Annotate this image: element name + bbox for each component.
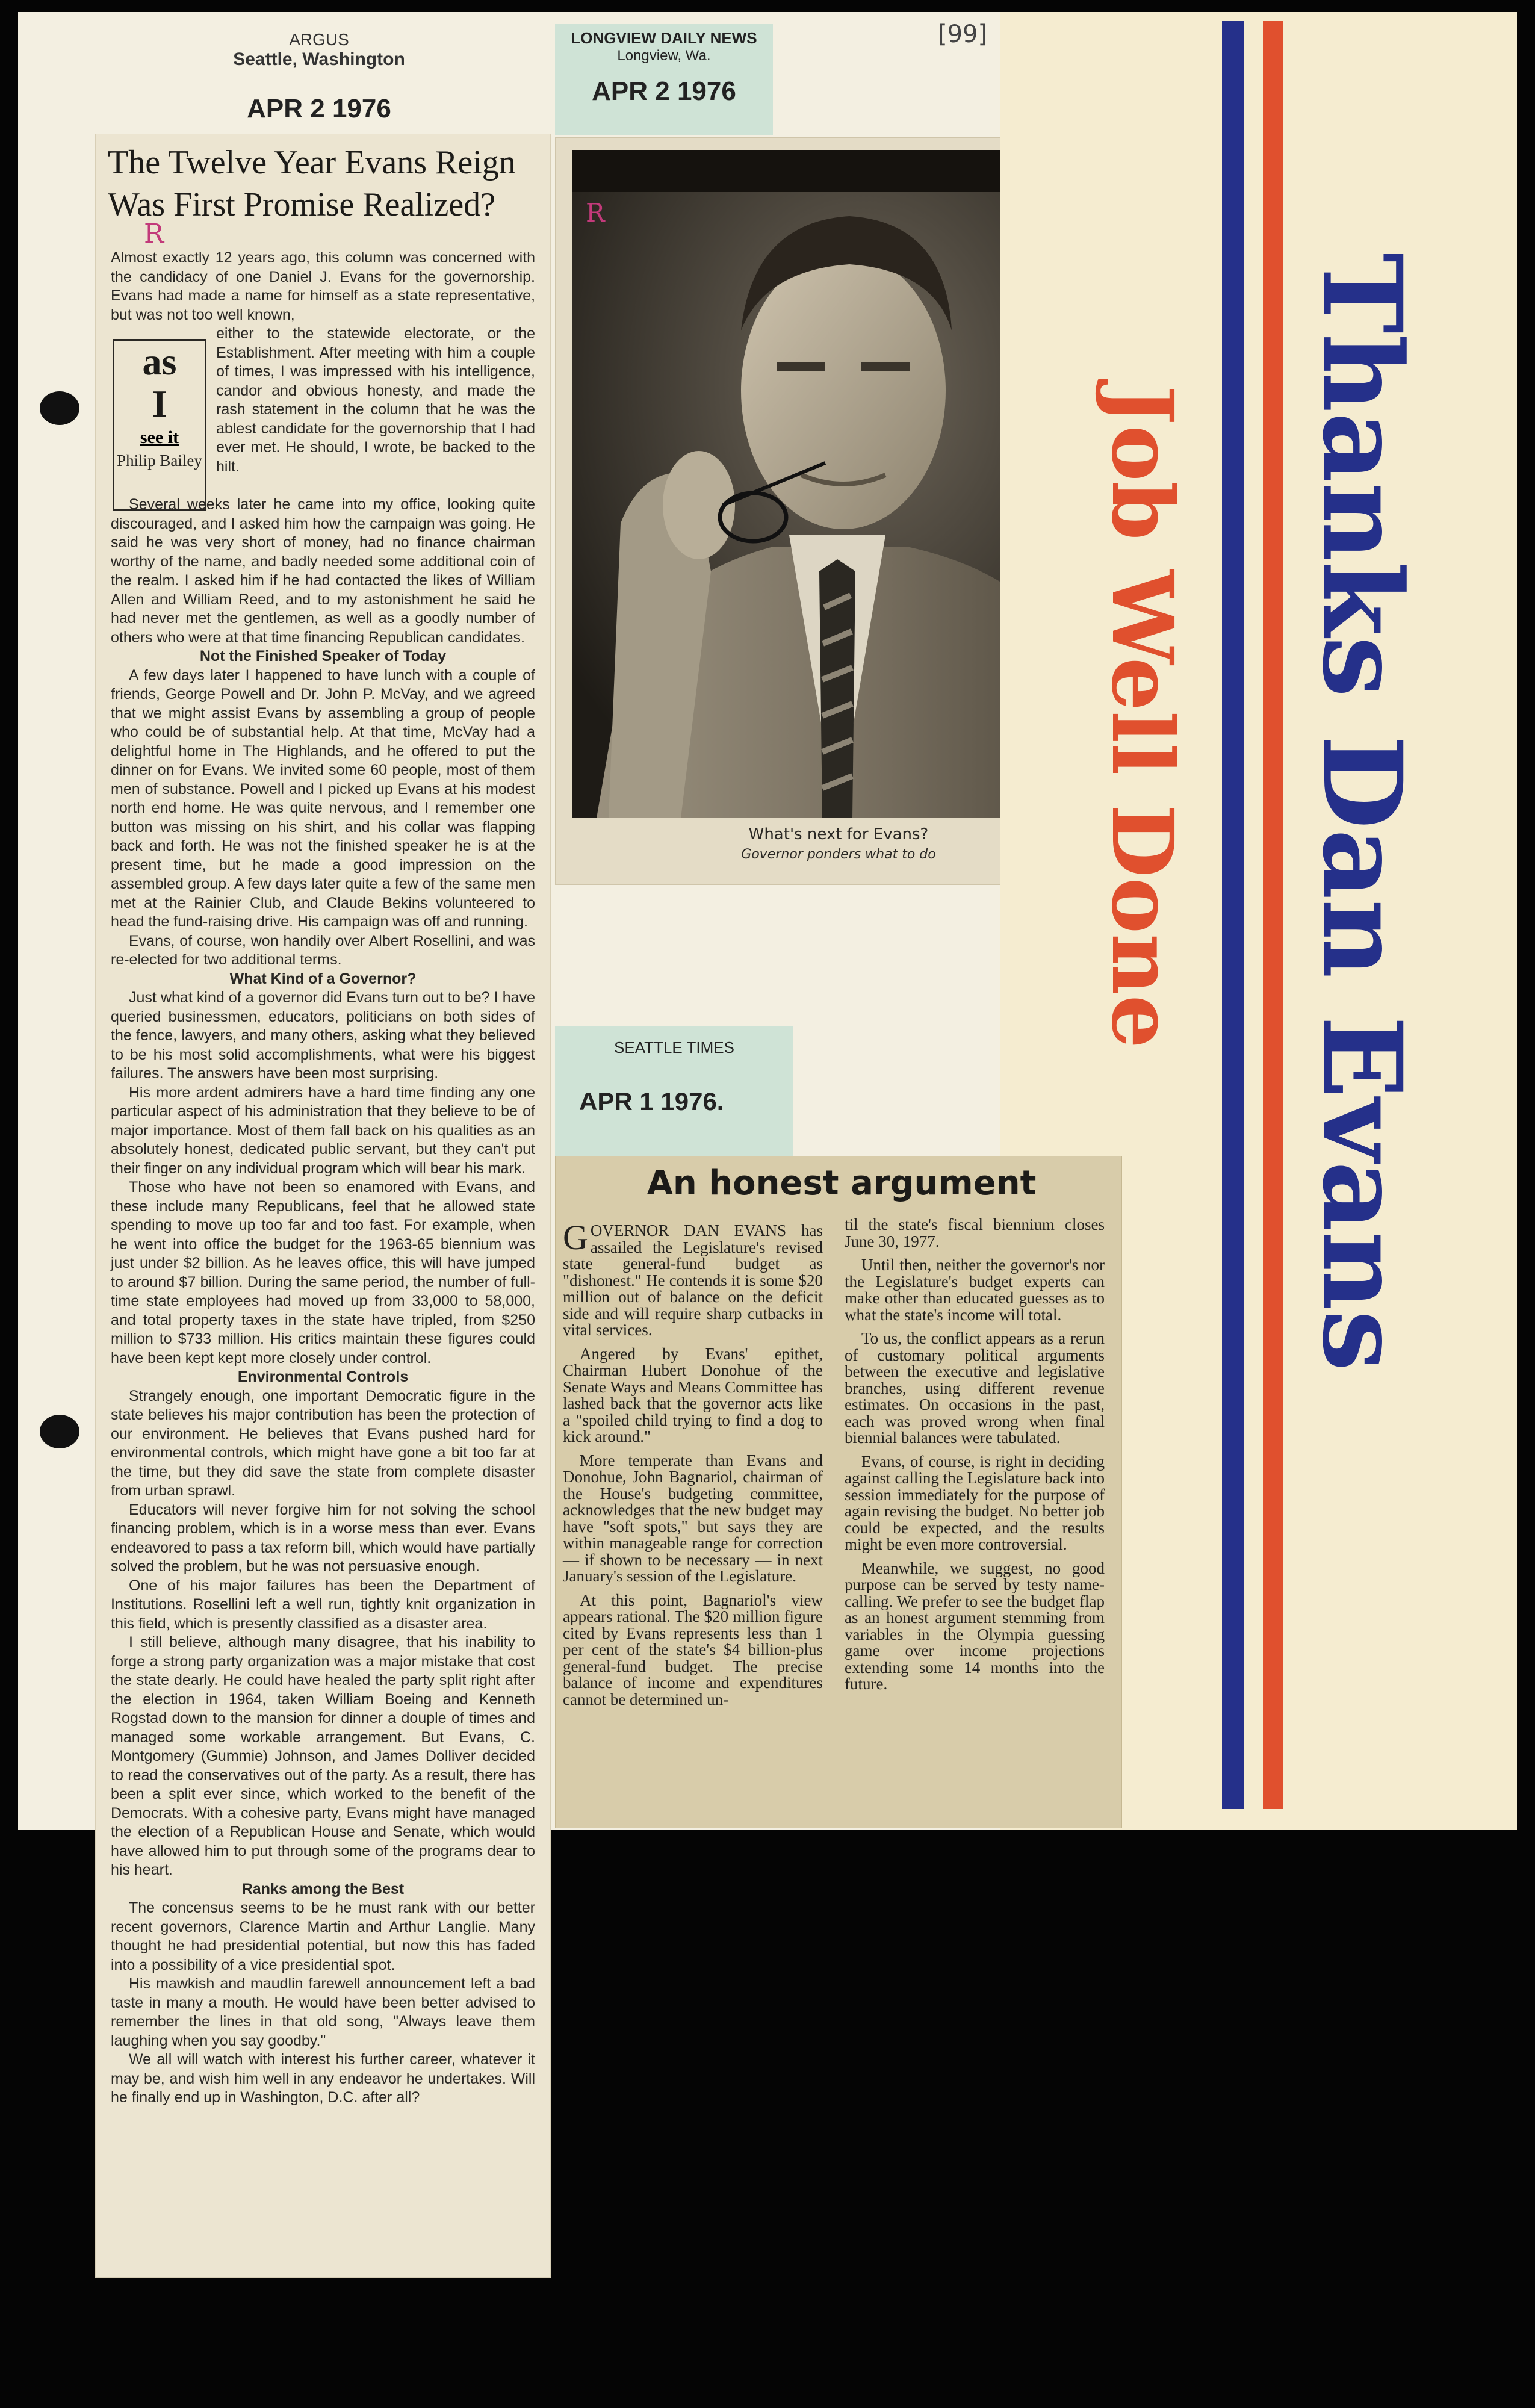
column-paragraph: I still believe, although many disagree, that his inability to forge a strong party organization was a major mistake that cost the state dearly. He could have healed the party split right after the election in 1964, taken William Boeing and Kenneth Rogstad down to the mansion for dinner a douple of times and managed some workable arrangement. But Evans, C. Montgomery (Gummie) Johnson, and James Dolliver decided to read the conservatives out of the party. As a result, there has been a split ever since, which worked to the benefit of the Democrats. With a cohesive party, Evans might have managed the election of a Republican House and Senate, which would have allowed him to put through some of the programs dear to his heart. bbox=[111, 1634, 535, 1878]
stamp-city: Longview, Wa. bbox=[617, 48, 711, 64]
poster-job-well-done-text: Job Well Done bbox=[1093, 385, 1191, 1049]
editorial-paragraph: til the state's fiscal biennium closes June 30, 1977. bbox=[845, 1215, 1105, 1250]
binder-hole-top bbox=[40, 391, 79, 425]
stamp-date: APR 2 1976 bbox=[247, 94, 391, 123]
byline-box bbox=[113, 339, 206, 511]
editorial-column-2 bbox=[845, 1217, 1105, 1700]
editorial-paragraph: More temperate than Evans and Donohue, John Bagnariol, chairman of the House's budgeting committee, acknowledges that the new budget may have "soft spots," but says they are within manageable range for correction — if shown to be necessary — in next January's session of the Legislature. bbox=[563, 1451, 823, 1585]
column-paragraph: Educators will never forgive him for not solving the school financing problem, which is in a worse mess than ever. Evans endeavored to pass a tax reform bill, which would have partially solved the problem, but he was not persuasive enough. bbox=[111, 1501, 535, 1575]
column-subhead: Not the Finished Speaker of Today bbox=[199, 648, 447, 665]
editorial-paragraph: Evans, of course, is right in deciding against calling the Legislature back into session immediately for the purpose of again revising the budget. No better job could be expected, and the results might be even more controversial. bbox=[845, 1452, 1105, 1553]
column-paragraph: Almost exactly 12 years ago, this column was concerned with the candidacy of one Daniel J. Evans for the governorship. Evans had made a name for himself as a state representative, but was not too well known, bbox=[111, 249, 535, 323]
column-paragraph: The concensus seems to be he must rank with our better recent governors, Clarence Martin and Arthur Langlie. Many thought he had presidential potential, but now this has faded into a possibility of a vice presidential spot. bbox=[111, 1899, 535, 1973]
column-paragraph: either to the statewide electorate, or the Establishment. After meeting with him a couple of times, I was impressed with his intelligence, candor and obvious honesty, and made the rash statement in the column that he was the ablest candidate for the governorship that I had ever met. He should, I wrote, be backed to the hilt. bbox=[216, 325, 535, 475]
editorial-paragraph: OVERNOR DAN EVANS has assailed the Legislature's revised state general-fund budget as "dishonest." He contends it is some $20 million out of balance on the deficit side and will require sharp cutbacks in vital services. bbox=[563, 1221, 823, 1339]
column-paragraph: We all will watch with interest his further career, whatever it may be, and wish him well in any endeavor he undertakes. Will he finally end up in Washington, D.C. after all? bbox=[111, 2051, 535, 2106]
stamp-city: Seattle, Washington bbox=[233, 49, 405, 69]
photo-caption-subtitle: Governor ponders what to do bbox=[741, 847, 936, 862]
column-paragraph: His more ardent admirers have a hard time finding any one particular aspect of his administration that they believe to be of major importance. Most of them fall back on his qualities as an absolutely honest, dedicated public servant, but they can't put their finger on any individual program which will bear his mark. bbox=[111, 1084, 535, 1177]
r-annotation: R bbox=[144, 219, 164, 249]
editorial-drop-cap: G bbox=[563, 1218, 588, 1257]
blue-stripe bbox=[1222, 21, 1244, 1809]
page-number: [99] bbox=[938, 20, 988, 48]
stamp-name: SEATTLE TIMES bbox=[614, 1038, 734, 1057]
photo-caption-title: What's next for Evans? bbox=[748, 825, 929, 843]
column-paragraph: A few days later I happened to have lunch with a couple of friends, George Powell and Dr. John P. McVay, and we agreed that we might assist Evans by assembling a group of people who could be of substantial help. At that time, McVay had a delightful home in The Highlands, and he offered to put the dinner on for Evans. We invited some 60 people, most of them men of substance. Powell and I picked up Evans at his modest north end home. He was quite nervous, and I remember one button was missing on his shirt, and his collar was flapping back and forth. He was not the finished speaker he is at the present time, but he made a good impression on the assembled group. A few days later quite a few of the same men met at the Rainier Club, and Claude Bekins volunteered to head the fund-raising drive. His campaign was off and running. bbox=[111, 666, 535, 930]
editorial-clipping bbox=[555, 1156, 1122, 1828]
column-subhead: Environmental Controls bbox=[237, 1368, 409, 1385]
editorial-paragraph: Angered by Evans' epithet, Chairman Hubert Donohue of the Senate Ways and Means Committee has lashed back that the governor acts like a "spoiled child trying to find a dog to kick around." bbox=[563, 1344, 823, 1445]
column-intro-continued bbox=[216, 324, 535, 476]
column-headline: The Twelve Year Evans Reign Was First Promise Realized? bbox=[108, 144, 516, 223]
column-paragraph: Just what kind of a governor did Evans turn out to be? I have queried businessmen, educators, politicians on both sides of the fence, lawyers, and many others, asking what they believed to be his most solid accomplishments, what were his biggest failures. The answers have been most surprising. bbox=[111, 989, 535, 1082]
stamp-name: LONGVIEW DAILY NEWS bbox=[571, 29, 757, 47]
column-paragraph: Evans, of course, won handily over Albert Rosellini, and was re-elected for two additional terms. bbox=[111, 932, 535, 968]
byline-as: as bbox=[142, 340, 177, 383]
red-stripe bbox=[1263, 21, 1283, 1809]
stamp-date: APR 1 1976. bbox=[579, 1087, 724, 1116]
stamp-name: ARGUS bbox=[289, 30, 349, 49]
argus-stamp bbox=[199, 30, 439, 144]
binder-hole-bottom bbox=[40, 1415, 79, 1448]
column-intro bbox=[111, 249, 535, 324]
seattle-times-stamp bbox=[555, 1026, 793, 1156]
column-body bbox=[111, 495, 535, 2108]
editorial-paragraph: To us, the conflict appears as a rerun of customary political arguments between the executive and legislative branches, using different revenue estimates. On occasions in the past, each was proved wrong when final biennial balances were tabulated. bbox=[845, 1329, 1105, 1447]
column-paragraph: Strangely enough, one important Democratic figure in the state believes his major contribution has been the protection of our environment. He believes that Evans pushed hard for environmental controls, which might have gone a bit too far at the time, but they did save the state from complete disaster from urban sprawl. bbox=[111, 1387, 535, 1499]
editorial-paragraph: Meanwhile, we suggest, no good purpose can be served by testy name-calling. We prefer to see the budget flap as an honest argument stemming from variables in the Olympia guessing game over income projections extending some 14 months into the future. bbox=[845, 1559, 1105, 1693]
editorial-paragraph: Until then, neither the governor's nor the Legislature's budget experts can make other than educated guesses as to what the state's income will total. bbox=[845, 1256, 1105, 1324]
byline-see: see it bbox=[140, 427, 179, 447]
column-paragraph: His mawkish and maudlin farewell announcement left a bad taste in many a mouth. He would have been better advised to remember the lines in that old song, "Always leave them laughing when you say goodby." bbox=[111, 1975, 535, 2049]
editorial-paragraph: At this point, Bagnariol's view appears rational. The $20 million figure cited by Evans represents less than 1 per cent of the state's $4 billion-plus general-fund budget. The precise balance of income and expenditures cannot be determined un- bbox=[563, 1590, 823, 1708]
longview-stamp bbox=[555, 24, 773, 135]
byline-i: I bbox=[152, 382, 167, 425]
editorial-title: An honest argument bbox=[647, 1164, 1037, 1203]
r-annotation: R bbox=[586, 198, 605, 228]
column-paragraph: Those who have not been so enamored with Evans, and these include many Republicans, feel that he allowed state spending to move up too far and too fast. For example, when he went into office the budget for the 1963-65 biennium was just under $2 billion. As he leaves office, this will have jumped to around $7 billion. During the same period, the number of full-time state employees had moved up from 33,000 to 58,000, and total property taxes in the state have tripled, from $250 million to $733 million. His critics maintain these figures could have been kept kept more closely under control. bbox=[111, 1179, 535, 1367]
editorial-column-1 bbox=[563, 1218, 823, 1715]
column-paragraph: One of his major failures has been the Department of Institutions. Rosellini left a well run, tightly knit organization in this field, which is presently classified as a disaster area. bbox=[111, 1577, 535, 1632]
column-clipping bbox=[95, 134, 551, 2278]
column-subhead: Ranks among the Best bbox=[241, 1880, 405, 1898]
column-subhead: What Kind of a Governor? bbox=[229, 970, 417, 987]
poster-thanks-text: Thanks Dan Evans bbox=[1298, 253, 1425, 1371]
byline-author: Philip Bailey bbox=[117, 452, 202, 470]
column-paragraph: Several weeks later he came into my office, looking quite discouraged, and I asked him how the campaign was going. He said he was very short of money, had no finance chairman worthy of the name, and badly needed some additional coin of the realm. I asked him if he had contacted the likes of William Allen and William Reed, and to my astonishment he said he had never met the gentlemen, as well as a goodly number of others who were at that time financing Republican candidates. bbox=[111, 496, 535, 646]
stamp-date: APR 2 1976 bbox=[592, 76, 736, 106]
